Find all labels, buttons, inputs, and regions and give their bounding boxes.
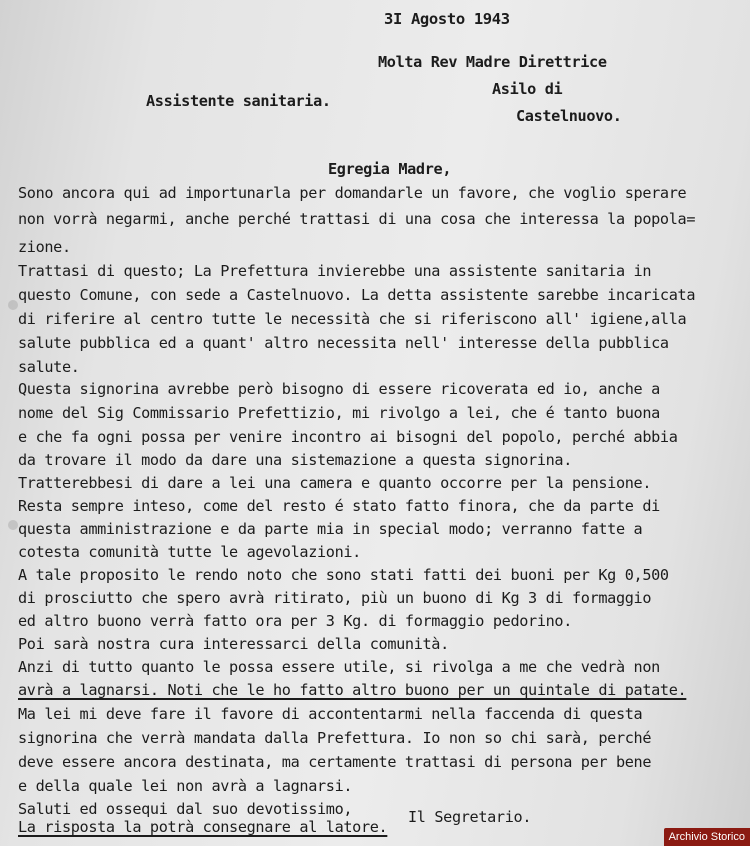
letter-subject: Assistente sanitaria.	[146, 92, 331, 110]
body-line: Poi sarà nostra cura interessarci della comunità.	[18, 635, 449, 653]
body-line: e che fa ogni possa per venire incontro ai bisogni del popolo, perché abbia	[18, 428, 678, 446]
archive-watermark-badge: Archivio Storico	[664, 828, 750, 846]
body-line: Resta sempre inteso, come del resto é stato fatto finora, che da parte di	[18, 497, 660, 515]
body-line: avrà a lagnarsi. Noti che le ho fatto altro buono per un quintale di patate.	[18, 681, 687, 699]
body-line: nome del Sig Commissario Prefettizio, mi rivolgo a lei, che é tanto buona	[18, 404, 660, 422]
body-line: A tale proposito le rendo noto che sono stati fatti dei buoni per Kg 0,500	[18, 566, 669, 584]
addressee-line: Asilo di	[492, 80, 563, 98]
signature-line: Il Segretario.	[408, 808, 532, 826]
body-line: Sono ancora qui ad importunarla per domandarle un favore, che voglio sperare	[18, 184, 687, 202]
body-line: non vorrà negarmi, anche perché trattasi di una cosa che interessa la popola=	[18, 210, 696, 228]
body-line: salute pubblica ed a quant' altro necessita nell' interesse della pubblica	[18, 334, 669, 352]
body-line: questa amministrazione e da parte mia in special modo; verranno fatte a	[18, 520, 643, 538]
body-line: questo Comune, con sede a Castelnuovo. La detta assistente sarebbe incaricata	[18, 286, 696, 304]
body-line: cotesta comunità tutte le agevolazioni.	[18, 543, 361, 561]
body-line: Anzi di tutto quanto le possa essere utile, si rivolga a me che vedrà non	[18, 658, 660, 676]
body-line: da trovare il modo da dare una sistemazione a questa signorina.	[18, 451, 573, 469]
letter-date: 3I Agosto 1943	[384, 10, 510, 28]
body-line: deve essere ancora destinata, ma certamente trattasi di persona per bene	[18, 753, 652, 771]
body-line: Ma lei mi deve fare il favore di accontentarmi nella faccenda di questa	[18, 705, 643, 723]
addressee-line: Molta Rev Madre Direttrice	[378, 53, 607, 71]
body-line: di riferire al centro tutte le necessità che si riferiscono all' igiene,alla	[18, 310, 687, 328]
body-line: salute.	[18, 358, 80, 376]
punch-hole-mark	[8, 520, 18, 530]
body-line: Questa signorina avrebbe però bisogno di essere ricoverata ed io, anche a	[18, 380, 660, 398]
body-line: Saluti ed ossequi dal suo devotissimo,	[18, 800, 353, 818]
addressee-line: Castelnuovo.	[516, 107, 622, 125]
body-line: Trattasi di questo; La Prefettura invierebbe una assistente sanitaria in	[18, 262, 652, 280]
body-line: zione.	[18, 238, 71, 256]
body-line: Tratterebbesi di dare a lei una camera e quanto occorre per la pensione.	[18, 474, 652, 492]
punch-hole-mark	[8, 300, 18, 310]
letter-salutation: Egregia Madre,	[328, 160, 452, 178]
body-line: di prosciutto che spero avrà ritirato, più un buono di Kg 3 di formaggio	[18, 589, 652, 607]
closing-note: La risposta la potrà consegnare al latore.	[18, 818, 388, 836]
body-line: ed altro buono verrà fatto ora per 3 Kg. di formaggio pedorino.	[18, 612, 573, 630]
body-line: signorina che verrà mandata dalla Prefettura. Io non so chi sarà, perché	[18, 729, 652, 747]
body-line: e della quale lei non avrà a lagnarsi.	[18, 777, 353, 795]
